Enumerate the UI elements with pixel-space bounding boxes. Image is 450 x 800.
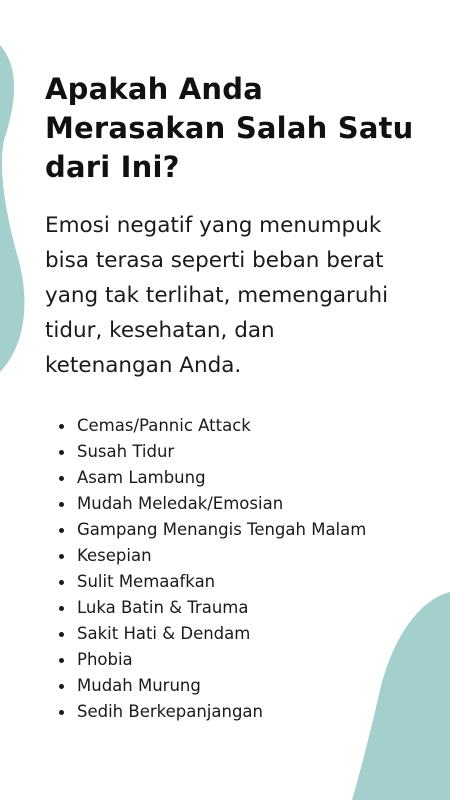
list-item	[55, 673, 415, 699]
bullet-icon	[59, 528, 64, 533]
bullet-icon	[59, 476, 64, 481]
list-item-label: Sulit Memaafkan	[77, 572, 216, 591]
bullet-icon	[59, 658, 64, 663]
page-title: Apakah Anda Merasakan Salah Satu dari Ini?	[45, 72, 414, 184]
symptom-list	[55, 413, 415, 725]
list-item	[55, 647, 415, 673]
left-blob	[0, 45, 24, 372]
list-item-label: Asam Lambung	[77, 468, 206, 487]
list-item	[55, 595, 415, 621]
list-item	[55, 569, 415, 595]
bullet-icon	[59, 424, 64, 429]
bullet-icon	[59, 710, 64, 715]
list-item-label: Sedih Berkepanjangan	[77, 702, 263, 721]
list-item-label: Gampang Menangis Tengah Malam	[77, 520, 367, 539]
list-item-label: Kesepian	[77, 546, 152, 565]
intro-paragraph: Emosi negatif yang menumpuk bisa terasa seperti beban berat yang tak terlihat, memengaruhi tidur, kesehatan, dan ketenangan Anda.	[45, 213, 389, 378]
bullet-icon	[59, 554, 64, 559]
bullet-icon	[59, 580, 64, 585]
list-item-label: Phobia	[77, 650, 133, 669]
list-item	[55, 465, 415, 491]
list-item-label: Luka Batin & Trauma	[77, 598, 249, 617]
bullet-icon	[59, 684, 64, 689]
list-item	[55, 621, 415, 647]
bullet-icon	[59, 632, 64, 637]
bullet-icon	[59, 606, 64, 611]
list-item	[55, 413, 415, 439]
list-item	[55, 699, 415, 725]
list-item	[55, 439, 415, 465]
list-item-label: Cemas/Pannic Attack	[77, 416, 251, 435]
bullet-icon	[59, 502, 64, 507]
list-item	[55, 491, 415, 517]
list-item-label: Mudah Meledak/Emosian	[77, 494, 284, 513]
bullet-icon	[59, 450, 64, 455]
list-item-label: Mudah Murung	[77, 676, 201, 695]
list-item	[55, 517, 415, 543]
list-item-label: Susah Tidur	[77, 442, 175, 461]
list-item	[55, 543, 415, 569]
list-item-label: Sakit Hati & Dendam	[77, 624, 251, 643]
